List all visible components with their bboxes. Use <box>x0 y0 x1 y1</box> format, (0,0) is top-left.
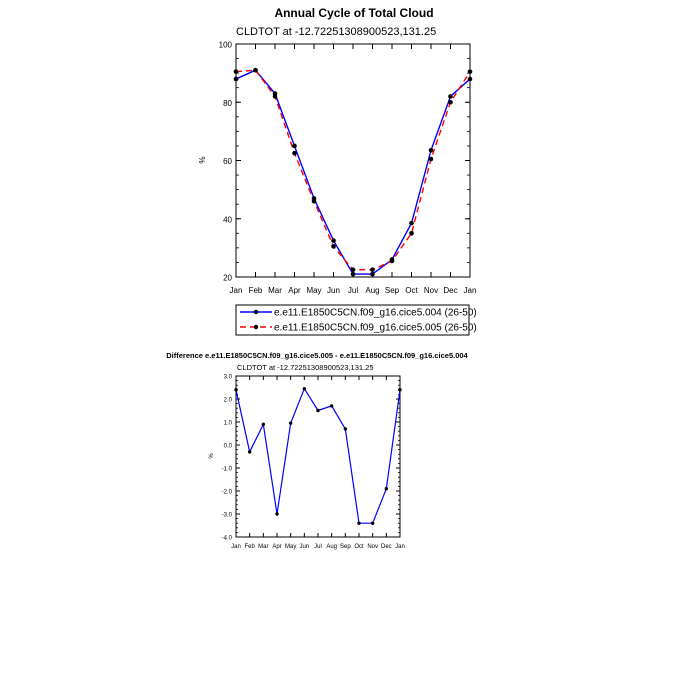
chart1-series-2-point <box>429 157 434 162</box>
legend-marker-series-1 <box>254 310 258 314</box>
chart1-series-2-point <box>448 100 453 105</box>
chart2-xtick-label: Jun <box>299 544 310 550</box>
chart2-xtick-label: Sep <box>339 544 351 550</box>
chart1-series-2-point <box>292 151 297 156</box>
chart1-series-1-point <box>429 148 434 153</box>
chart1-series-1-point <box>370 272 375 277</box>
chart1-xtick-label: Jul <box>347 286 359 295</box>
legend-label-series-2: e.e11.E1850C5CN.f09_g16.cice5.005 (26-50) <box>274 322 477 334</box>
chart1-series-1-point <box>292 144 297 149</box>
chart1-series-2-point <box>253 68 258 73</box>
chart1-series-2-point <box>312 199 317 204</box>
chart2-series-1-point <box>330 404 333 407</box>
chart2-ytick-label: 0.0 <box>223 443 232 450</box>
chart1-series-1-point <box>409 221 414 226</box>
chart2-plot <box>222 375 405 551</box>
chart1-xtick-label: Jan <box>229 286 243 295</box>
chart1-series-1-point <box>468 77 473 82</box>
chart1-ytick-label: 100 <box>218 40 232 50</box>
chart1-xtick-label: Jun <box>327 286 340 295</box>
chart1-ytick-label: 80 <box>223 98 232 108</box>
chart2-series-1-point <box>234 388 237 391</box>
chart2-series-1-point <box>248 450 251 453</box>
chart2-subtitle: CLDTOT at -12.72251308900523,131.25 <box>237 363 374 372</box>
chart2-series-1-point <box>344 427 347 430</box>
chart2-ytick-label: -2.0 <box>221 489 232 496</box>
chart2-xtick-label: May <box>284 544 297 550</box>
chart1-xtick-label: Dec <box>443 286 458 295</box>
chart2-title: Difference e.e11.E1850C5CN.f09_g16.cice5.005 - e.e11.E1850C5CN.f09_g16.cice5.004 <box>166 351 468 360</box>
chart2-ytick-label: 1.0 <box>223 420 232 427</box>
chart1-frame <box>236 44 470 277</box>
chart2-series-1-point <box>398 388 401 391</box>
chart2-series-1-point <box>275 512 278 515</box>
chart2-series-1-point <box>303 387 306 390</box>
chart2-xtick-label: Dec <box>380 544 392 550</box>
chart2-xtick-label: Mar <box>258 544 269 550</box>
chart1-series-2-point <box>370 267 375 272</box>
chart2-series-1-point <box>385 487 388 490</box>
chart1-xtick-label: Feb <box>248 286 263 295</box>
chart2-ytick-label: -4.0 <box>221 535 232 542</box>
chart2-xtick-label: Feb <box>244 544 255 550</box>
chart1-series-1-point <box>234 77 239 82</box>
chart1-xtick-label: Aug <box>365 286 380 295</box>
chart2-ytick-label: -1.0 <box>221 466 232 473</box>
chart2-series-1-point <box>371 522 374 525</box>
chart1-xtick-label: Sep <box>384 286 400 295</box>
chart1-ytick-label: 40 <box>223 215 232 225</box>
chart2-xtick-label: Oct <box>354 544 364 550</box>
chart1-series-1-point <box>351 272 356 277</box>
chart2-series-1-point <box>316 409 319 412</box>
chart2-series-1-point <box>289 421 292 424</box>
chart1-series-2-point <box>409 231 414 236</box>
chart2-xtick-label: Jul <box>314 544 322 550</box>
chart1-series-2-line <box>236 70 470 270</box>
chart1-series-2-point <box>273 94 278 99</box>
chart2-ytick-label: 3.0 <box>223 374 232 381</box>
chart1-legend <box>236 305 477 335</box>
chart1-series-2-point <box>390 259 395 264</box>
chart1-title: Annual Cycle of Total Cloud <box>274 6 434 20</box>
chart1-ylabel: % <box>198 156 207 164</box>
chart1-xtick-label: Mar <box>268 286 282 295</box>
chart1-xtick-label: Nov <box>423 286 439 295</box>
chart2-ylabel: % <box>209 453 215 459</box>
chart1-series-2-point <box>234 69 239 74</box>
chart1-xtick-label: May <box>306 286 322 295</box>
chart1-series-1-point <box>331 238 336 243</box>
chart2-xtick-label: Aug <box>326 544 338 550</box>
chart2-ytick-label: -3.0 <box>221 512 232 519</box>
chart1-series-1-line <box>236 70 470 274</box>
chart1-series-1-point <box>448 94 453 99</box>
chart1-series-2-point <box>351 267 356 272</box>
chart1-series-2-point <box>468 69 473 74</box>
chart1-xtick-label: Jan <box>463 286 477 295</box>
chart1-series-2-point <box>331 244 336 249</box>
chart2-xtick-label: Jan <box>395 544 405 550</box>
chart2-ytick-label: 2.0 <box>223 397 232 404</box>
chart2-xtick-label: Jan <box>231 544 241 550</box>
chart2-frame <box>236 376 400 537</box>
chart1-ytick-label: 60 <box>223 157 232 166</box>
chart1-xtick-label: Apr <box>288 286 301 295</box>
chart1-plot <box>219 41 477 296</box>
chart2-xtick-label: Apr <box>272 544 282 550</box>
chart1-xtick-label: Oct <box>405 286 418 295</box>
chart2-series-1-point <box>357 522 360 525</box>
legend-marker-series-2 <box>254 325 258 329</box>
chart2-series-1-point <box>262 423 265 426</box>
chart2-xtick-label: Nov <box>367 544 379 550</box>
chart1-subtitle: CLDTOT at -12.72251308900523,131.25 <box>236 26 437 38</box>
legend-label-series-1: e.e11.E1850C5CN.f09_g16.cice5.004 (26-50) <box>274 307 477 319</box>
chart1-ytick-label: 20 <box>223 273 232 283</box>
